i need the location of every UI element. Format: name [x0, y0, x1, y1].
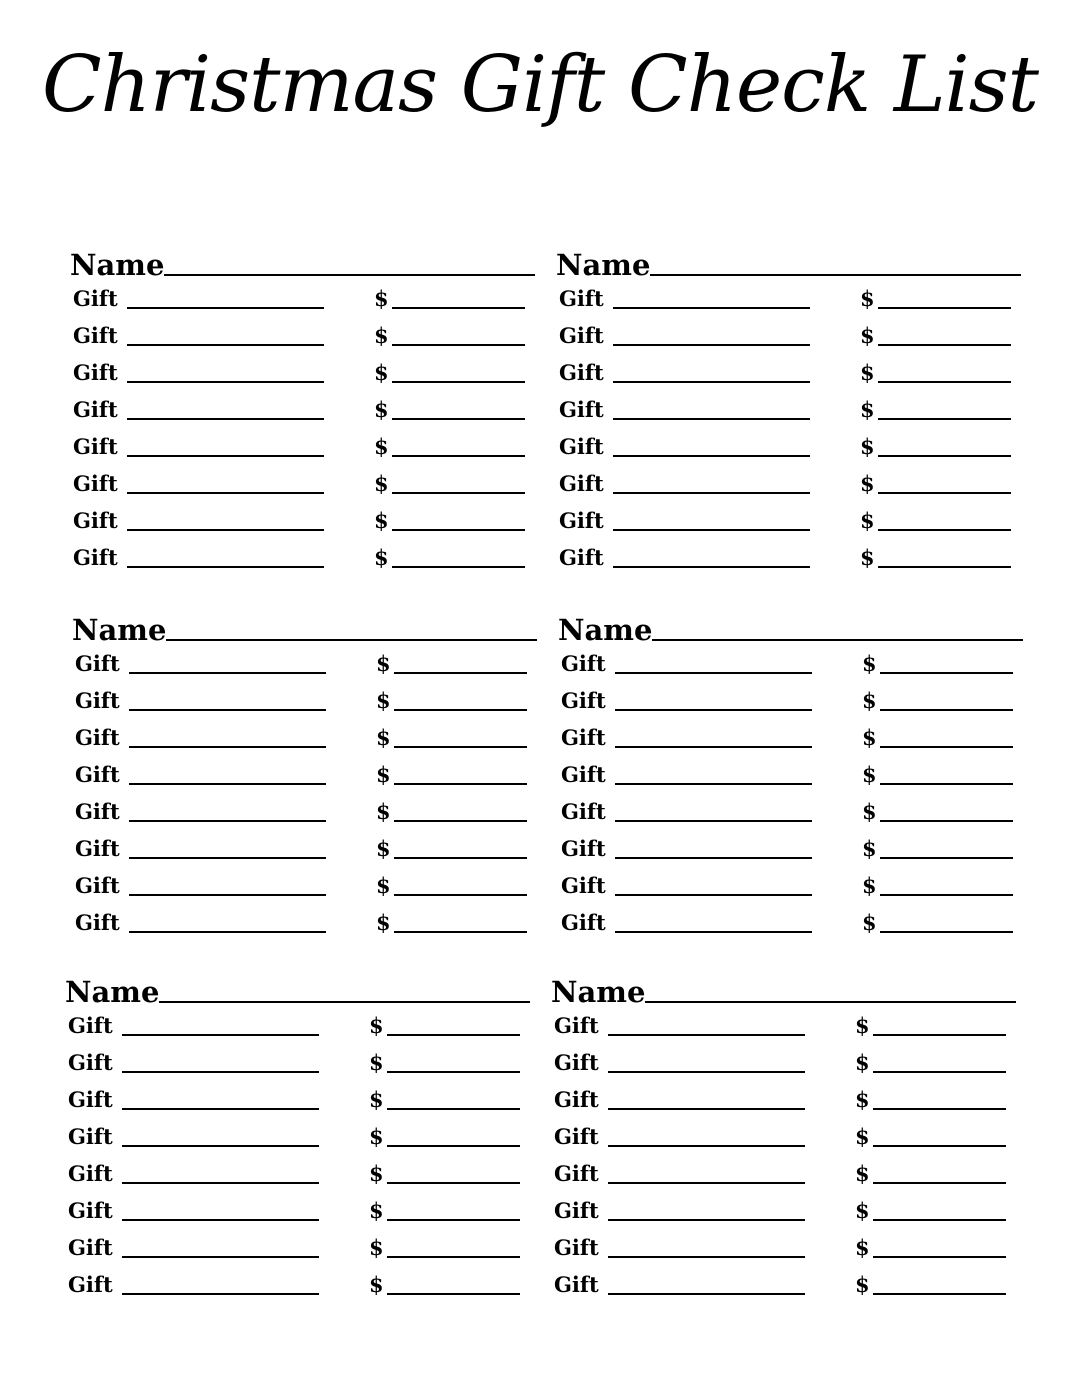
price-field[interactable]: [387, 1256, 520, 1258]
gift-field[interactable]: [127, 307, 324, 309]
name-field[interactable]: [645, 1001, 1016, 1003]
gift-field[interactable]: [608, 1145, 805, 1147]
gift-row: [556, 539, 1021, 576]
gift-label: Gift: [554, 1161, 599, 1186]
gift-field[interactable]: [129, 709, 326, 711]
person-block: [65, 973, 530, 1303]
gift-field[interactable]: [608, 1182, 805, 1184]
gift-row: [65, 1044, 530, 1081]
gift-row: [551, 1192, 1016, 1229]
gift-field[interactable]: [122, 1071, 319, 1073]
gift-field[interactable]: [615, 746, 812, 748]
gift-row: [558, 756, 1023, 793]
name-label: Name: [72, 613, 167, 647]
gift-row: [70, 465, 535, 502]
price-field[interactable]: [878, 492, 1011, 494]
gift-label: Gift: [73, 360, 118, 385]
price-field[interactable]: [873, 1182, 1006, 1184]
gift-field[interactable]: [129, 857, 326, 859]
price-field[interactable]: [880, 709, 1013, 711]
price-label: $: [376, 910, 391, 935]
gift-row: [72, 793, 537, 830]
name-row: [70, 246, 535, 280]
price-label: $: [374, 286, 389, 311]
price-label: $: [369, 1050, 384, 1075]
name-row: [72, 611, 537, 645]
price-field[interactable]: [880, 783, 1013, 785]
name-row: [65, 973, 530, 1007]
gift-row: [556, 502, 1021, 539]
price-label: $: [374, 471, 389, 496]
gift-row: [65, 1266, 530, 1303]
price-label: $: [374, 360, 389, 385]
gift-label: Gift: [559, 397, 604, 422]
price-field[interactable]: [394, 709, 527, 711]
price-label: $: [855, 1087, 870, 1112]
gift-field[interactable]: [613, 566, 810, 568]
gift-field[interactable]: [122, 1108, 319, 1110]
name-label: Name: [551, 975, 646, 1009]
gift-label: Gift: [75, 873, 120, 898]
name-field[interactable]: [650, 274, 1021, 276]
gift-field[interactable]: [122, 1145, 319, 1147]
gift-row: [70, 354, 535, 391]
gift-row: [556, 354, 1021, 391]
gift-field[interactable]: [613, 307, 810, 309]
price-label: $: [376, 873, 391, 898]
price-label: $: [376, 836, 391, 861]
gift-label: Gift: [75, 725, 120, 750]
price-label: $: [855, 1124, 870, 1149]
price-label: $: [855, 1013, 870, 1038]
gift-label: Gift: [559, 360, 604, 385]
gift-row: [556, 280, 1021, 317]
price-label: $: [862, 762, 877, 787]
price-field[interactable]: [873, 1256, 1006, 1258]
gift-row: [65, 1118, 530, 1155]
name-label: Name: [65, 975, 160, 1009]
gift-label: Gift: [68, 1198, 113, 1223]
price-field[interactable]: [880, 672, 1013, 674]
gift-row: [70, 502, 535, 539]
gift-row: [556, 428, 1021, 465]
price-field[interactable]: [878, 344, 1011, 346]
gift-field[interactable]: [129, 783, 326, 785]
gift-field[interactable]: [127, 344, 324, 346]
gift-label: Gift: [68, 1013, 113, 1038]
name-label: Name: [556, 248, 651, 282]
gift-field[interactable]: [129, 820, 326, 822]
price-field[interactable]: [387, 1034, 520, 1036]
gift-row: [558, 867, 1023, 904]
gift-row: [65, 1155, 530, 1192]
gift-label: Gift: [554, 1050, 599, 1075]
price-field[interactable]: [873, 1145, 1006, 1147]
price-label: $: [369, 1161, 384, 1186]
gift-label: Gift: [68, 1235, 113, 1260]
gift-label: Gift: [73, 508, 118, 533]
gift-field[interactable]: [615, 709, 812, 711]
price-field[interactable]: [387, 1071, 520, 1073]
gift-label: Gift: [561, 910, 606, 935]
gift-field[interactable]: [613, 529, 810, 531]
gift-label: Gift: [68, 1161, 113, 1186]
gift-label: Gift: [75, 836, 120, 861]
price-field[interactable]: [873, 1108, 1006, 1110]
price-label: $: [855, 1198, 870, 1223]
gift-row: [551, 1118, 1016, 1155]
price-field[interactable]: [392, 307, 525, 309]
price-field[interactable]: [878, 455, 1011, 457]
gift-field[interactable]: [127, 529, 324, 531]
gift-field[interactable]: [127, 492, 324, 494]
gift-row: [65, 1007, 530, 1044]
price-label: $: [862, 873, 877, 898]
person-block: [558, 611, 1023, 941]
gift-label: Gift: [75, 688, 120, 713]
price-label: $: [860, 545, 875, 570]
price-field[interactable]: [878, 418, 1011, 420]
price-label: $: [860, 397, 875, 422]
price-field[interactable]: [392, 418, 525, 420]
price-label: $: [376, 799, 391, 824]
price-field[interactable]: [880, 857, 1013, 859]
gift-label: Gift: [554, 1198, 599, 1223]
gift-label: Gift: [73, 397, 118, 422]
gift-row: [72, 904, 537, 941]
gift-field[interactable]: [613, 344, 810, 346]
name-label: Name: [558, 613, 653, 647]
gift-row: [558, 682, 1023, 719]
price-field[interactable]: [394, 746, 527, 748]
price-label: $: [860, 471, 875, 496]
gift-field[interactable]: [613, 492, 810, 494]
gift-field[interactable]: [615, 894, 812, 896]
price-field[interactable]: [880, 894, 1013, 896]
gift-field[interactable]: [615, 857, 812, 859]
price-field[interactable]: [387, 1145, 520, 1147]
gift-field[interactable]: [122, 1182, 319, 1184]
price-label: $: [860, 508, 875, 533]
price-field[interactable]: [880, 746, 1013, 748]
price-label: $: [369, 1013, 384, 1038]
gift-label: Gift: [73, 434, 118, 459]
price-label: $: [374, 545, 389, 570]
gift-row: [551, 1266, 1016, 1303]
price-label: $: [374, 434, 389, 459]
gift-row: [551, 1155, 1016, 1192]
gift-label: Gift: [68, 1124, 113, 1149]
gift-label: Gift: [68, 1050, 113, 1075]
price-label: $: [374, 397, 389, 422]
gift-label: Gift: [75, 799, 120, 824]
gift-row: [558, 645, 1023, 682]
gift-field[interactable]: [122, 1293, 319, 1295]
gift-label: Gift: [559, 471, 604, 496]
price-label: $: [369, 1198, 384, 1223]
price-label: $: [855, 1161, 870, 1186]
gift-label: Gift: [561, 725, 606, 750]
gift-field[interactable]: [122, 1219, 319, 1221]
gift-field[interactable]: [127, 455, 324, 457]
gift-label: Gift: [561, 762, 606, 787]
gift-field[interactable]: [615, 931, 812, 933]
gift-row: [551, 1044, 1016, 1081]
price-label: $: [860, 323, 875, 348]
gift-field[interactable]: [122, 1034, 319, 1036]
gift-label: Gift: [561, 873, 606, 898]
gift-row: [65, 1229, 530, 1266]
gift-label: Gift: [554, 1013, 599, 1038]
price-field[interactable]: [394, 820, 527, 822]
gift-label: Gift: [75, 762, 120, 787]
gift-label: Gift: [554, 1087, 599, 1112]
gift-label: Gift: [559, 286, 604, 311]
price-label: $: [862, 651, 877, 676]
price-label: $: [862, 910, 877, 935]
name-row: [551, 973, 1016, 1007]
name-row: [558, 611, 1023, 645]
gift-field[interactable]: [613, 455, 810, 457]
gift-row: [70, 391, 535, 428]
price-field[interactable]: [873, 1293, 1006, 1295]
price-label: $: [862, 836, 877, 861]
gift-label: Gift: [73, 323, 118, 348]
price-label: $: [374, 508, 389, 533]
price-label: $: [376, 725, 391, 750]
name-field[interactable]: [166, 639, 537, 641]
price-label: $: [376, 762, 391, 787]
gift-field[interactable]: [608, 1071, 805, 1073]
price-field[interactable]: [394, 931, 527, 933]
price-label: $: [855, 1050, 870, 1075]
gift-label: Gift: [554, 1235, 599, 1260]
gift-field[interactable]: [613, 418, 810, 420]
price-field[interactable]: [392, 344, 525, 346]
price-label: $: [376, 688, 391, 713]
gift-label: Gift: [559, 323, 604, 348]
gift-field[interactable]: [127, 566, 324, 568]
gift-row: [72, 867, 537, 904]
gift-row: [65, 1192, 530, 1229]
price-field[interactable]: [392, 455, 525, 457]
gift-label: Gift: [75, 910, 120, 935]
name-field[interactable]: [164, 274, 535, 276]
gift-row: [70, 428, 535, 465]
gift-label: Gift: [68, 1087, 113, 1112]
gift-label: Gift: [559, 545, 604, 570]
gift-label: Gift: [561, 836, 606, 861]
gift-field[interactable]: [127, 381, 324, 383]
gift-field[interactable]: [608, 1219, 805, 1221]
price-label: $: [369, 1235, 384, 1260]
price-label: $: [860, 360, 875, 385]
price-field[interactable]: [873, 1034, 1006, 1036]
price-label: $: [369, 1087, 384, 1112]
gift-label: Gift: [561, 651, 606, 676]
price-field[interactable]: [880, 931, 1013, 933]
gift-field[interactable]: [127, 418, 324, 420]
price-field[interactable]: [394, 894, 527, 896]
gift-label: Gift: [68, 1272, 113, 1297]
gift-field[interactable]: [608, 1108, 805, 1110]
gift-label: Gift: [559, 434, 604, 459]
gift-field[interactable]: [608, 1293, 805, 1295]
gift-label: Gift: [561, 799, 606, 824]
price-label: $: [369, 1124, 384, 1149]
gift-field[interactable]: [129, 672, 326, 674]
price-field[interactable]: [878, 307, 1011, 309]
gift-row: [556, 317, 1021, 354]
gift-row: [551, 1081, 1016, 1118]
gift-row: [70, 317, 535, 354]
gift-row: [556, 465, 1021, 502]
gift-field[interactable]: [615, 672, 812, 674]
price-field[interactable]: [394, 783, 527, 785]
price-field[interactable]: [392, 566, 525, 568]
name-row: [556, 246, 1021, 280]
gift-label: Gift: [554, 1272, 599, 1297]
price-field[interactable]: [394, 857, 527, 859]
gift-row: [72, 830, 537, 867]
price-field[interactable]: [878, 381, 1011, 383]
name-field[interactable]: [159, 1001, 530, 1003]
name-field[interactable]: [652, 639, 1023, 641]
gift-row: [558, 793, 1023, 830]
price-field[interactable]: [873, 1219, 1006, 1221]
price-label: $: [862, 799, 877, 824]
price-field[interactable]: [392, 381, 525, 383]
gift-field[interactable]: [608, 1034, 805, 1036]
gift-row: [72, 682, 537, 719]
gift-label: Gift: [559, 508, 604, 533]
gift-label: Gift: [73, 471, 118, 496]
price-field[interactable]: [392, 492, 525, 494]
price-field[interactable]: [880, 820, 1013, 822]
gift-row: [70, 539, 535, 576]
gift-row: [65, 1081, 530, 1118]
price-field[interactable]: [392, 529, 525, 531]
gift-field[interactable]: [615, 783, 812, 785]
price-field[interactable]: [878, 529, 1011, 531]
price-label: $: [860, 434, 875, 459]
person-block: [551, 973, 1016, 1303]
page-title: Christmas Gift Check List: [41, 40, 1038, 130]
gift-row: [551, 1007, 1016, 1044]
gift-field[interactable]: [129, 894, 326, 896]
price-label: $: [860, 286, 875, 311]
gift-row: [72, 645, 537, 682]
price-label: $: [855, 1235, 870, 1260]
gift-field[interactable]: [129, 746, 326, 748]
price-field[interactable]: [878, 566, 1011, 568]
gift-row: [558, 830, 1023, 867]
price-label: $: [376, 651, 391, 676]
price-field[interactable]: [387, 1108, 520, 1110]
gift-label: Gift: [554, 1124, 599, 1149]
gift-label: Gift: [73, 545, 118, 570]
gift-label: Gift: [561, 688, 606, 713]
gift-row: [551, 1229, 1016, 1266]
person-block: [70, 246, 535, 576]
gift-row: [72, 756, 537, 793]
gift-label: Gift: [75, 651, 120, 676]
person-block: [556, 246, 1021, 576]
price-label: $: [862, 725, 877, 750]
price-field[interactable]: [387, 1219, 520, 1221]
name-label: Name: [70, 248, 165, 282]
person-block: [72, 611, 537, 941]
gift-field[interactable]: [615, 820, 812, 822]
price-label: $: [862, 688, 877, 713]
price-label: $: [374, 323, 389, 348]
gift-field[interactable]: [122, 1256, 319, 1258]
gift-field[interactable]: [129, 931, 326, 933]
gift-field[interactable]: [613, 381, 810, 383]
price-field[interactable]: [394, 672, 527, 674]
gift-row: [556, 391, 1021, 428]
gift-row: [70, 280, 535, 317]
price-label: $: [855, 1272, 870, 1297]
gift-field[interactable]: [608, 1256, 805, 1258]
price-field[interactable]: [387, 1293, 520, 1295]
price-field[interactable]: [873, 1071, 1006, 1073]
gift-row: [558, 904, 1023, 941]
gift-label: Gift: [73, 286, 118, 311]
gift-row: [558, 719, 1023, 756]
gift-row: [72, 719, 537, 756]
price-field[interactable]: [387, 1182, 520, 1184]
price-label: $: [369, 1272, 384, 1297]
